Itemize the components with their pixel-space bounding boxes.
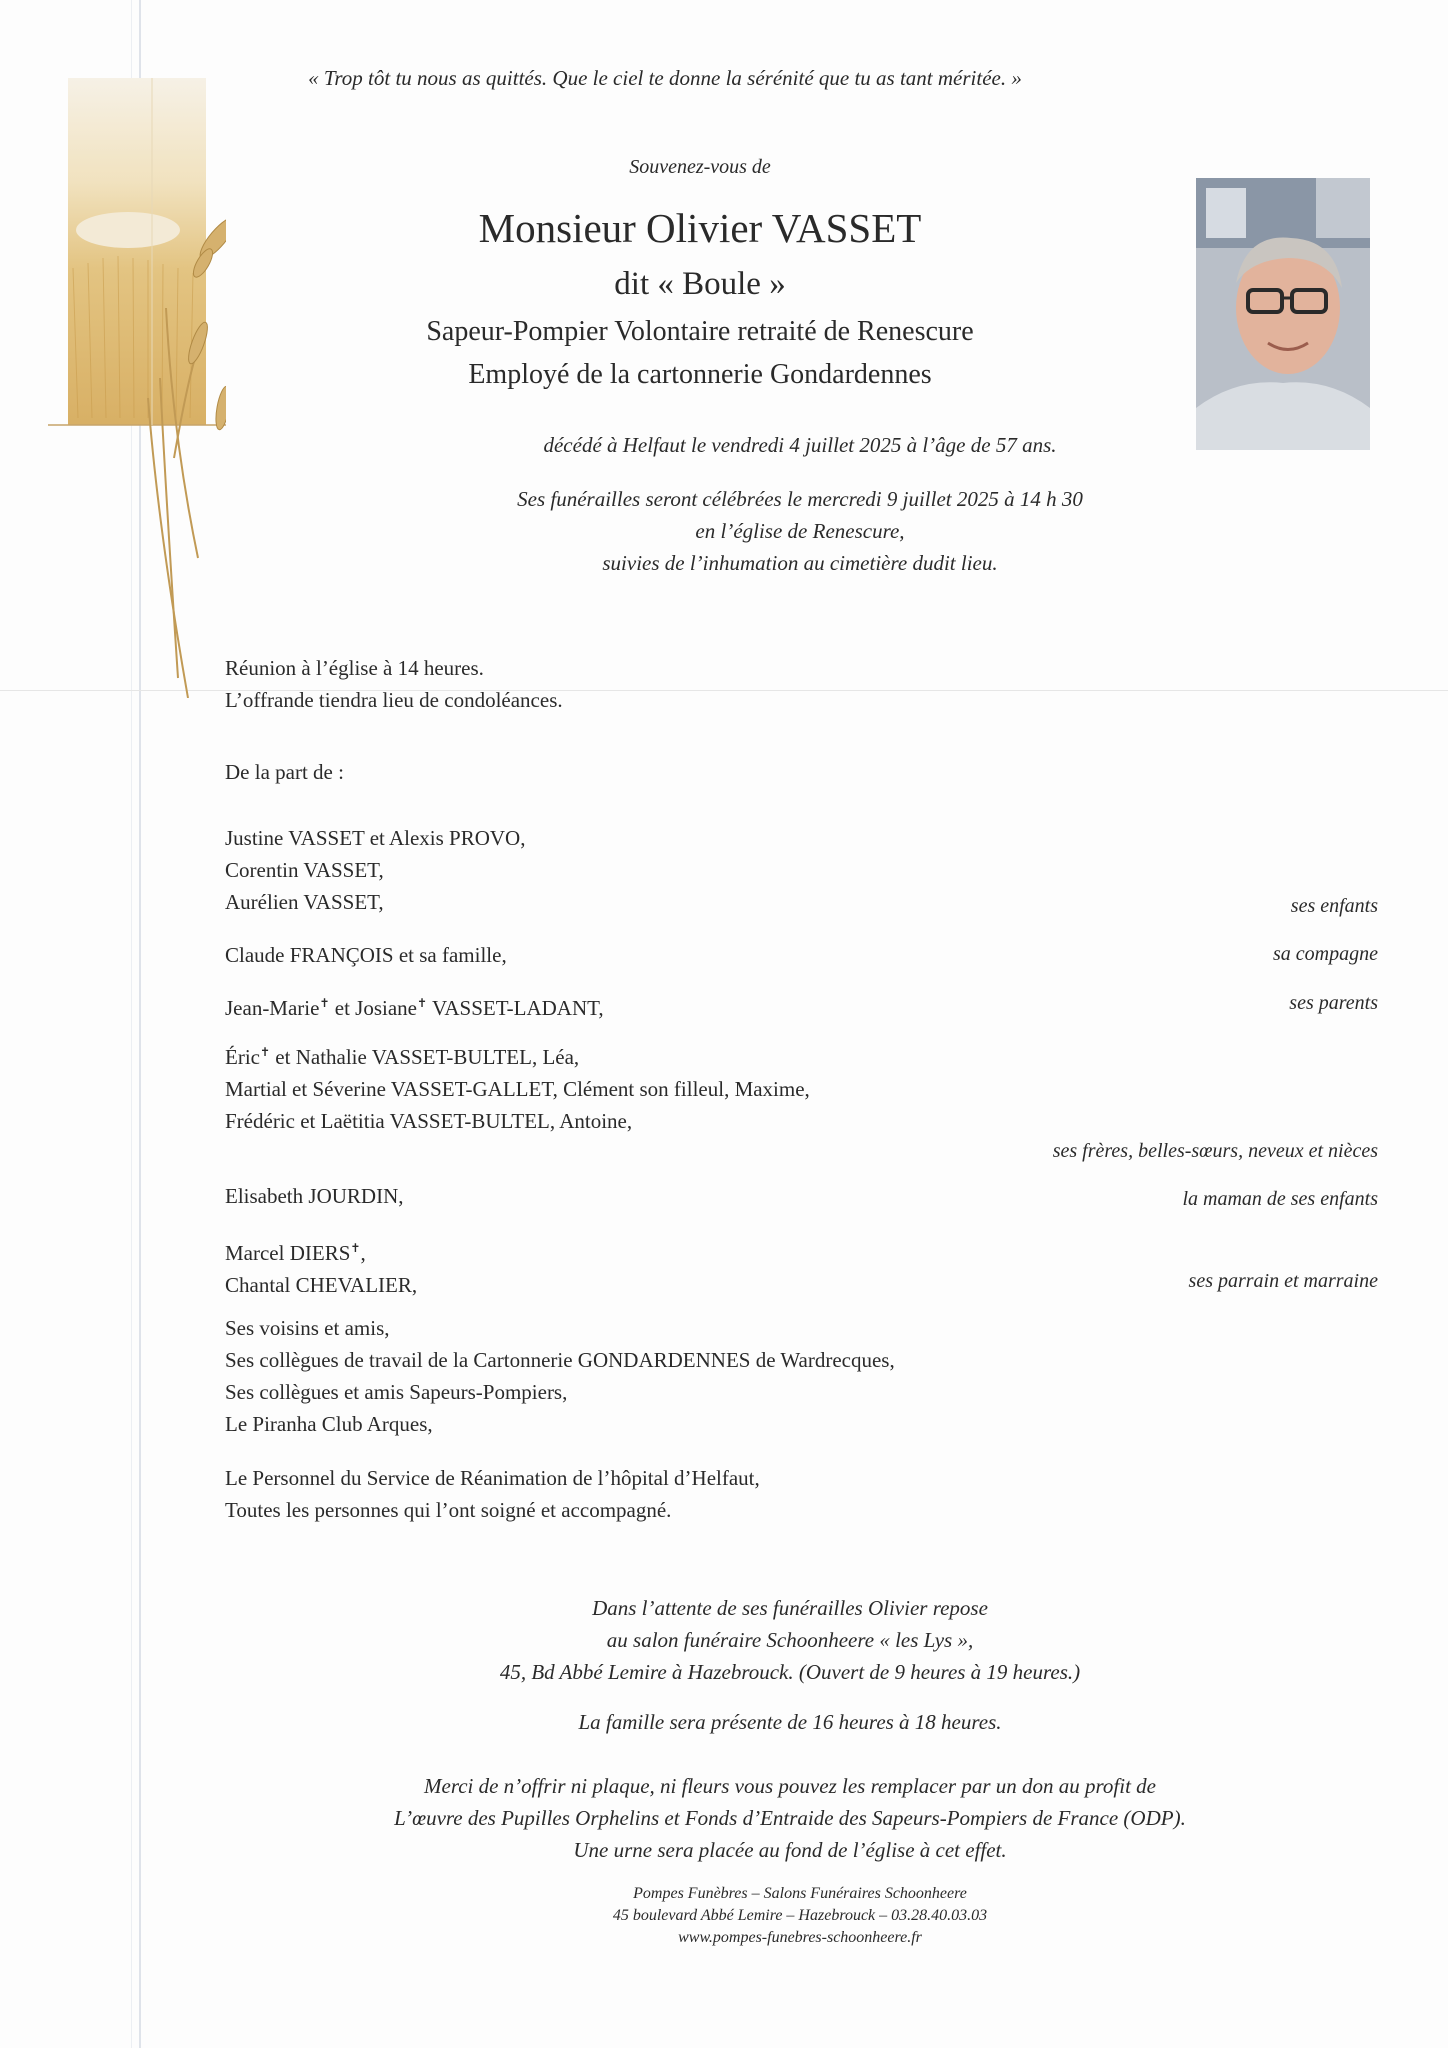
donation-line: Merci de n’offrir ni plaque, ni fleurs vous pouvez les remplacer par un don au profit de — [424, 1774, 1156, 1798]
rest-line: 45, Bd Abbé Lemire à Hazebrouck. (Ouvert de 9 heures à 19 heures.) — [499, 1660, 1081, 1684]
nickname: dit « Boule » — [614, 266, 786, 302]
family-line: Corentin VASSET, — [225, 858, 384, 882]
godparents — [225, 1232, 417, 1301]
family-line: Justine VASSET et Alexis PROVO, — [225, 826, 526, 850]
staff-list — [225, 1462, 760, 1526]
quote: « Trop tôt tu nous as quittés. Que le ciel te donne la sérénité que tu as tant méritée. » — [308, 66, 1022, 90]
donation-info — [300, 1770, 1280, 1866]
rest-info — [300, 1592, 1280, 1688]
parent-name: Jean-Marie — [225, 996, 320, 1020]
others-list — [225, 1312, 895, 1440]
cross-icon: ✝ — [319, 996, 330, 1010]
family-line: Frédéric et Laëtitia VASSET-BULTEL, Antoine, — [225, 1109, 633, 1133]
siblings — [225, 1036, 810, 1137]
souvenez-heading: Souvenez-vous de — [629, 156, 771, 178]
rest-line: au salon funéraire Schoonheere « les Lys », — [606, 1628, 974, 1652]
children-list — [225, 822, 525, 918]
footer-line: 45 boulevard Abbé Lemire – Hazebrouck – 03.28.40.03.03 — [612, 1907, 988, 1924]
relation-partner: sa compagne — [1273, 943, 1378, 965]
funeral-line: en l’église de Renescure, — [695, 519, 905, 543]
gathering-line: Réunion à l’église à 14 heures. — [225, 656, 484, 680]
cross-icon: ✝ — [350, 1241, 361, 1255]
relation-mother: la maman de ses enfants — [1182, 1188, 1378, 1210]
from-label: De la part de : — [225, 760, 344, 784]
role-firefighter: Sapeur-Pompier Volontaire retraité de Renescure — [426, 316, 974, 347]
family-line: Le Piranha Club Arques, — [225, 1412, 433, 1436]
parents — [225, 987, 604, 1024]
portrait-photo — [1196, 178, 1370, 450]
relation-siblings: ses frères, belles-sœurs, neveux et nièces — [1052, 1140, 1378, 1162]
funeral-line: suivies de l’inhumation au cimetière dudit lieu. — [602, 551, 998, 575]
family-line: Éric✝ et Nathalie VASSET-BULTEL, Léa, — [225, 1045, 580, 1069]
role-employee: Employé de la cartonnerie Gondardennes — [468, 359, 932, 390]
donation-line: Une urne sera placée au fond de l’église à cet effet. — [573, 1838, 1007, 1862]
death-notice: décédé à Helfaut le vendredi 4 juillet 2025 à l’âge de 57 ans. — [543, 433, 1057, 457]
rest-line: Dans l’attente de ses funérailles Olivier repose — [592, 1596, 988, 1620]
donation-line: L’œuvre des Pupilles Orphelins et Fonds d’Entraide des Sapeurs-Pompiers de France (ODP). — [394, 1806, 1186, 1830]
family-line: Aurélien VASSET, — [225, 890, 384, 914]
family-line: Ses collègues de travail de la Cartonnerie GONDARDENNES de Wardrecques, — [225, 1348, 895, 1372]
family-line: Martial et Séverine VASSET-GALLET, Clément son filleul, Maxime, — [225, 1077, 810, 1101]
footer-link[interactable]: www.pompes-funebres-schoonheere.fr — [678, 1929, 922, 1946]
family-presence: La famille sera présente de 16 heures à 18 heures. — [578, 1710, 1002, 1734]
family-line: Le Personnel du Service de Réanimation de l’hôpital d’Helfaut, — [225, 1466, 760, 1490]
gathering — [225, 652, 563, 716]
mother-of-children: Elisabeth JOURDIN, — [225, 1184, 404, 1208]
parent-name: et Josiane — [334, 996, 417, 1020]
relation-children: ses enfants — [1290, 895, 1378, 917]
relation-parents: ses parents — [1289, 992, 1378, 1014]
cross-icon: ✝ — [417, 996, 428, 1010]
partner: Claude FRANÇOIS et sa famille, — [225, 943, 507, 967]
funeral-details — [380, 483, 1220, 579]
gathering-line: L’offrande tiendra lieu de condoléances. — [225, 688, 563, 712]
deceased-name: Monsieur Olivier VASSET — [478, 205, 922, 251]
family-line: Chantal CHEVALIER, — [225, 1273, 418, 1297]
family-line: Marcel DIERS✝, — [225, 1241, 366, 1265]
cross-icon: ✝ — [259, 1045, 271, 1059]
family-line: Ses voisins et amis, — [225, 1316, 390, 1340]
parent-name: VASSET-LADANT, — [431, 996, 604, 1020]
footer-line: Pompes Funèbres – Salons Funéraires Schoonheere — [633, 1885, 967, 1902]
relation-godparents: ses parrain et marraine — [1188, 1270, 1378, 1292]
wheat-illustration — [48, 78, 226, 698]
funeral-line: Ses funérailles seront célébrées le mercredi 9 juillet 2025 à 14 h 30 — [517, 487, 1083, 511]
funeral-home-footer — [400, 1883, 1200, 1949]
family-line: Toutes les personnes qui l’ont soigné et accompagné. — [225, 1498, 672, 1522]
family-line: Ses collègues et amis Sapeurs-Pompiers, — [225, 1380, 568, 1404]
